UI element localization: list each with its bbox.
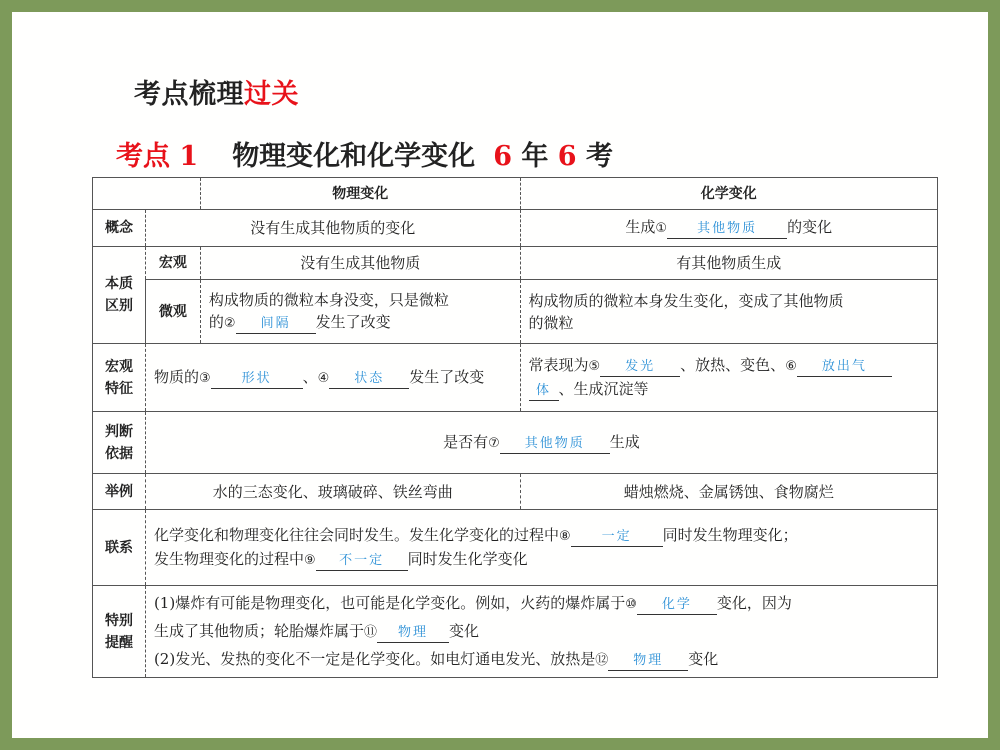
kaodian-years-word: 年 [521, 141, 549, 172]
text: 宏观 [104, 358, 133, 375]
text: 特别 [104, 612, 133, 629]
text: 依据 [104, 445, 133, 462]
header-row [93, 178, 938, 210]
example-physical: 水的三态变化、玻璃破碎、铁丝弯曲 [145, 474, 520, 510]
text: 同时发生化学变化 [407, 549, 528, 568]
relation-row [93, 510, 938, 586]
example-chemical: 蜡烛燃烧、金属锈蚀、食物腐烂 [520, 474, 938, 510]
blank-number: ⑥ [785, 359, 797, 374]
blank-number: ⑪ [363, 624, 377, 640]
answer-blank-3: 形状 [211, 370, 303, 389]
answer-blank-7: 其他物质 [500, 435, 610, 454]
text: 发生了改变 [409, 367, 485, 386]
example-row [93, 474, 938, 510]
essence-macro-row [93, 247, 938, 280]
text: 、生成沉淀等 [558, 380, 649, 398]
concept-label: 概念 [93, 210, 146, 247]
text: 是否有 [443, 432, 489, 451]
answer-blank-12: 物理 [608, 652, 688, 671]
micro-physical [200, 280, 520, 344]
blank-number: ① [655, 221, 668, 236]
text: 物质的 [153, 367, 199, 386]
feature-physical [145, 344, 520, 412]
blank-number: ⑧ [558, 528, 571, 544]
kaodian-exams-count: 6 [557, 141, 577, 172]
kaodian-title [116, 134, 613, 173]
text: 的变化 [787, 218, 833, 236]
note-row [93, 586, 938, 678]
feature-row [93, 344, 938, 412]
answer-blank-9: 不一定 [316, 552, 408, 571]
text: 化学变化和物理变化往往会同时发生。发生化学变化的过程中 [153, 525, 559, 544]
essence-label [93, 247, 146, 344]
micro-label: 微观 [145, 280, 200, 344]
page-title-black: 考点梳理 [134, 79, 244, 110]
header-empty-cell [93, 178, 201, 210]
text: 同时发生物理变化； [662, 525, 798, 544]
blank-number: ③ [198, 370, 211, 386]
judge-label [93, 412, 146, 474]
header-chemical: 化学变化 [520, 178, 938, 210]
text: 区别 [104, 298, 133, 314]
answer-blank-10: 化学 [637, 596, 717, 615]
header-physical: 物理变化 [200, 178, 520, 210]
page-title [134, 72, 299, 111]
concept-chemical [520, 210, 938, 247]
text: (2)发光、发热的变化不一定是化学变化。如电灯通电发光、放热是 [153, 649, 596, 668]
concept-row [93, 210, 938, 247]
text: 生成 [609, 432, 640, 451]
kaodian-label: 考点 1 [116, 141, 199, 172]
page-title-red: 过关 [244, 79, 299, 110]
answer-blank-6a: 放出气 [797, 358, 892, 377]
relation-content [145, 510, 937, 586]
text: 常表现为 [528, 356, 589, 374]
answer-blank-6b: 体 [529, 382, 559, 401]
kaodian-exams-word: 考 [586, 141, 613, 172]
text: 发生物理变化的过程中 [153, 549, 304, 568]
kaodian-years-count: 6 [493, 141, 512, 172]
blank-number: ⑦ [488, 435, 500, 451]
text: (1)爆炸有可能是物理变化，也可能是化学变化。例如，火药的爆炸属于 [153, 593, 626, 612]
blank-number: ⑨ [303, 552, 316, 568]
blank-number: ⑤ [588, 359, 601, 374]
kaodian-topic: 物理变化和化学变化 [232, 141, 476, 172]
text: 变化 [448, 621, 479, 640]
answer-blank-11: 物理 [377, 624, 449, 643]
concept-physical: 没有生成其他物质的变化 [145, 210, 520, 247]
text: 本质 [104, 276, 133, 292]
text: 构成物质的微粒本身发生变化，变成了其他物质 [528, 291, 844, 310]
text: 、放热、变色、 [680, 356, 786, 374]
text: 提醒 [104, 634, 133, 651]
text: 生成 [625, 218, 656, 236]
text: 生成了其他物质；轮胎爆炸属于 [153, 621, 364, 640]
text: 的微粒 [528, 313, 574, 332]
blank-number: ② [223, 315, 236, 331]
text: 特征 [104, 380, 133, 397]
text: 判断 [104, 423, 133, 440]
answer-blank-5: 发光 [600, 358, 680, 377]
feature-label [93, 344, 146, 412]
feature-chemical [520, 344, 938, 412]
judge-content [145, 412, 937, 474]
blank-number: ④ [317, 370, 330, 386]
text: 发生了改变 [315, 312, 391, 331]
comparison-table [92, 177, 938, 678]
macro-label: 宏观 [145, 247, 200, 280]
blank-number: ⑩ [625, 596, 637, 612]
blank-number: ⑫ [595, 652, 609, 668]
text: 变化，因为 [716, 593, 792, 612]
answer-blank-1: 其他物质 [667, 220, 787, 239]
relation-label: 联系 [93, 510, 146, 586]
text: 构成物质的微粒本身没变，只是微粒 [208, 290, 449, 309]
text: 的 [208, 312, 224, 331]
essence-micro-row [93, 280, 938, 344]
text: 变化 [688, 649, 719, 668]
micro-chemical [520, 280, 938, 344]
answer-blank-8: 一定 [571, 528, 663, 547]
note-label [93, 586, 146, 678]
macro-physical: 没有生成其他物质 [200, 247, 520, 280]
example-label: 举例 [93, 474, 146, 510]
answer-blank-4: 状态 [329, 370, 409, 389]
judge-row [93, 412, 938, 474]
macro-chemical: 有其他物质生成 [520, 247, 938, 280]
note-content [145, 586, 937, 678]
text: 、 [302, 367, 318, 386]
answer-blank-2: 间隔 [236, 315, 316, 334]
